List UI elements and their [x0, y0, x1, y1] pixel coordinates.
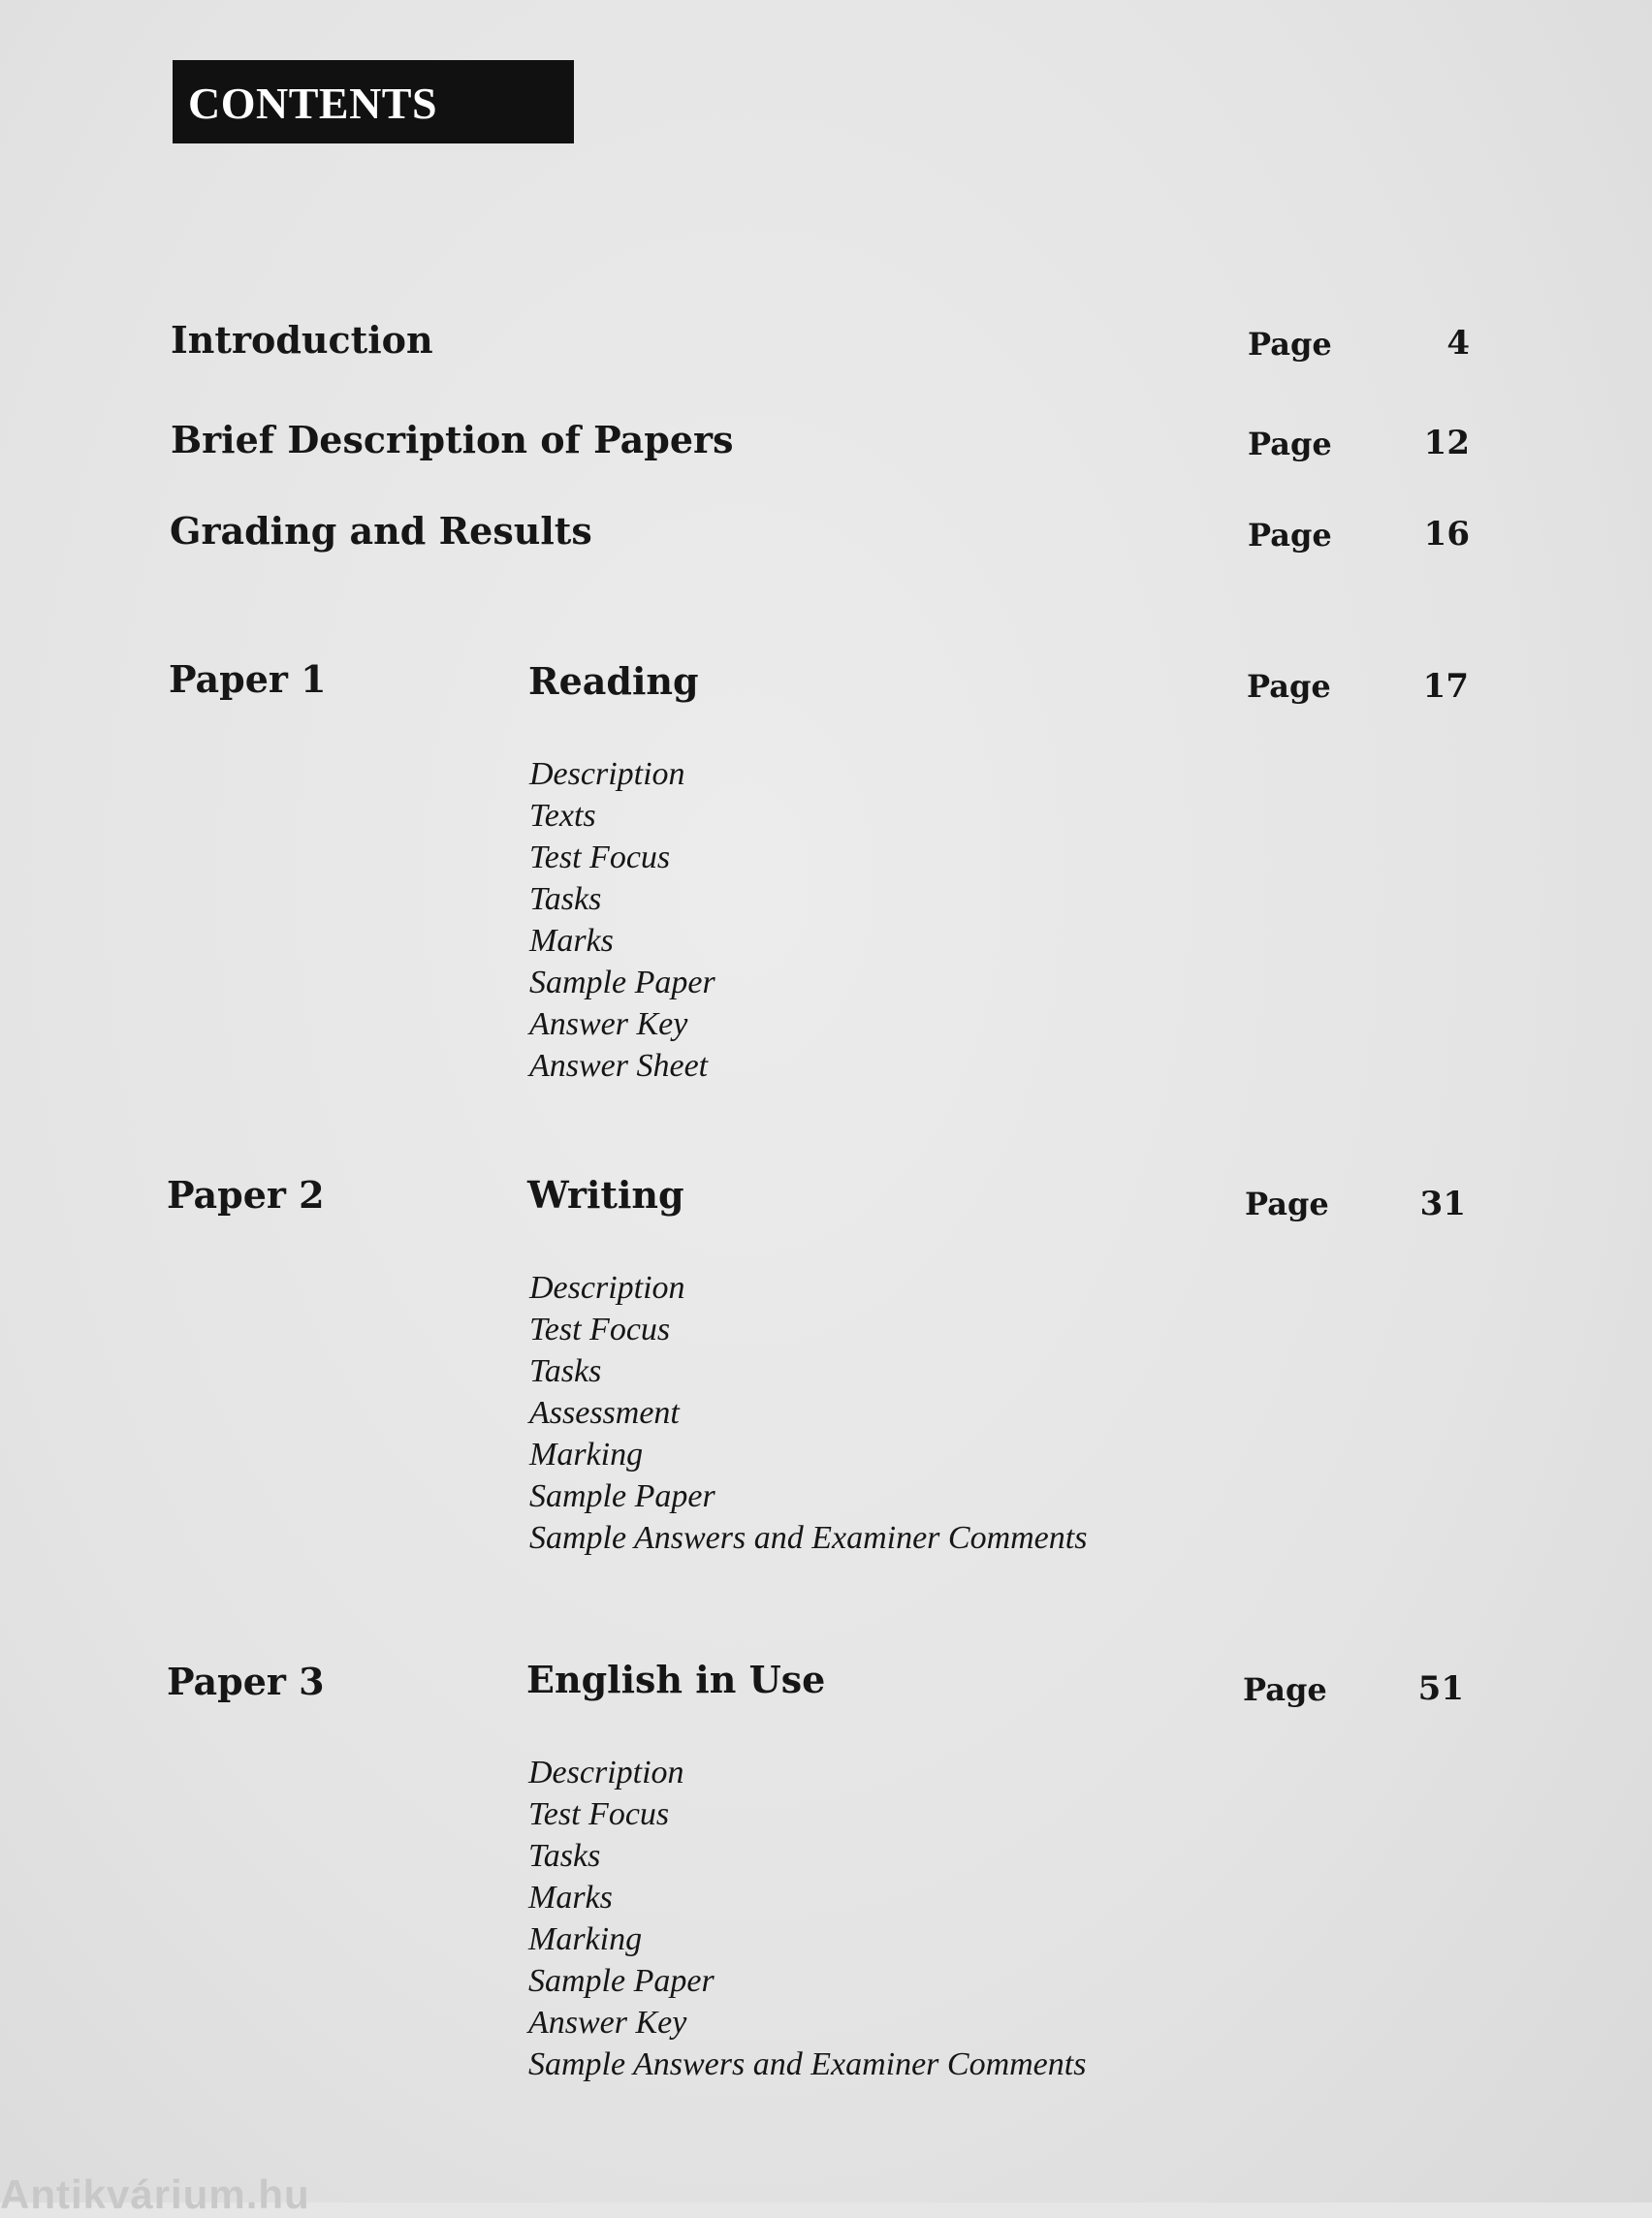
paper-title: Reading	[528, 659, 699, 703]
contents-heading: CONTENTS	[188, 79, 438, 128]
section-item: Test Focus	[528, 1796, 670, 1832]
page-number: 31	[1419, 1185, 1466, 1223]
section-item: Test Focus	[529, 840, 671, 875]
contents-banner	[173, 60, 574, 143]
section-item: Tasks	[528, 1838, 601, 1874]
entry-title: Grading and Results	[170, 509, 592, 553]
page-number: 51	[1417, 1669, 1464, 1708]
page-number: 16	[1423, 515, 1470, 554]
section-item: Sample Paper	[528, 1963, 715, 1999]
paper-label: Paper 1	[169, 657, 327, 701]
section-item: Texts	[529, 798, 596, 834]
page-label: Page	[1248, 517, 1332, 554]
section-item: Marks	[528, 1880, 613, 1916]
page-label: Page	[1245, 1186, 1329, 1222]
section-item: Marking	[529, 1437, 644, 1473]
section-item: Marks	[529, 923, 614, 959]
section-item: Description	[529, 756, 685, 792]
page-number: 12	[1423, 424, 1470, 462]
paper-label: Paper 3	[167, 1660, 325, 1703]
page-label: Page	[1248, 426, 1332, 462]
section-item: Answer Key	[529, 1006, 688, 1042]
page-label: Page	[1243, 1671, 1327, 1708]
page-number: 4	[1446, 324, 1470, 363]
section-item: Answer Key	[528, 2005, 687, 2041]
paper-title: English in Use	[526, 1658, 826, 1701]
section-list	[529, 1267, 1087, 1559]
section-item: Sample Answers and Examiner Comments	[528, 2046, 1087, 2082]
section-item: Description	[529, 1270, 685, 1306]
page-label: Page	[1248, 326, 1332, 363]
entry-title: Brief Description of Papers	[171, 418, 734, 461]
entry-title: Introduction	[171, 318, 433, 362]
watermark: Antikvárium.hu	[0, 2171, 310, 2217]
section-list	[529, 753, 715, 1087]
section-item: Test Focus	[529, 1312, 671, 1347]
section-item: Marking	[528, 1921, 643, 1957]
paper-label: Paper 2	[167, 1173, 325, 1217]
section-item: Sample Answers and Examiner Comments	[529, 1520, 1088, 1556]
section-item: Tasks	[529, 881, 602, 917]
section-item: Description	[528, 1755, 684, 1790]
page-number: 17	[1422, 667, 1469, 706]
section-item: Tasks	[529, 1353, 602, 1389]
section-item: Answer Sheet	[529, 1048, 709, 1084]
section-list	[528, 1752, 1086, 2085]
section-item: Sample Paper	[529, 1478, 715, 1514]
section-item: Sample Paper	[529, 965, 715, 1000]
section-item: Assessment	[529, 1395, 680, 1431]
page-label: Page	[1247, 668, 1331, 705]
paper-title: Writing	[527, 1173, 684, 1217]
